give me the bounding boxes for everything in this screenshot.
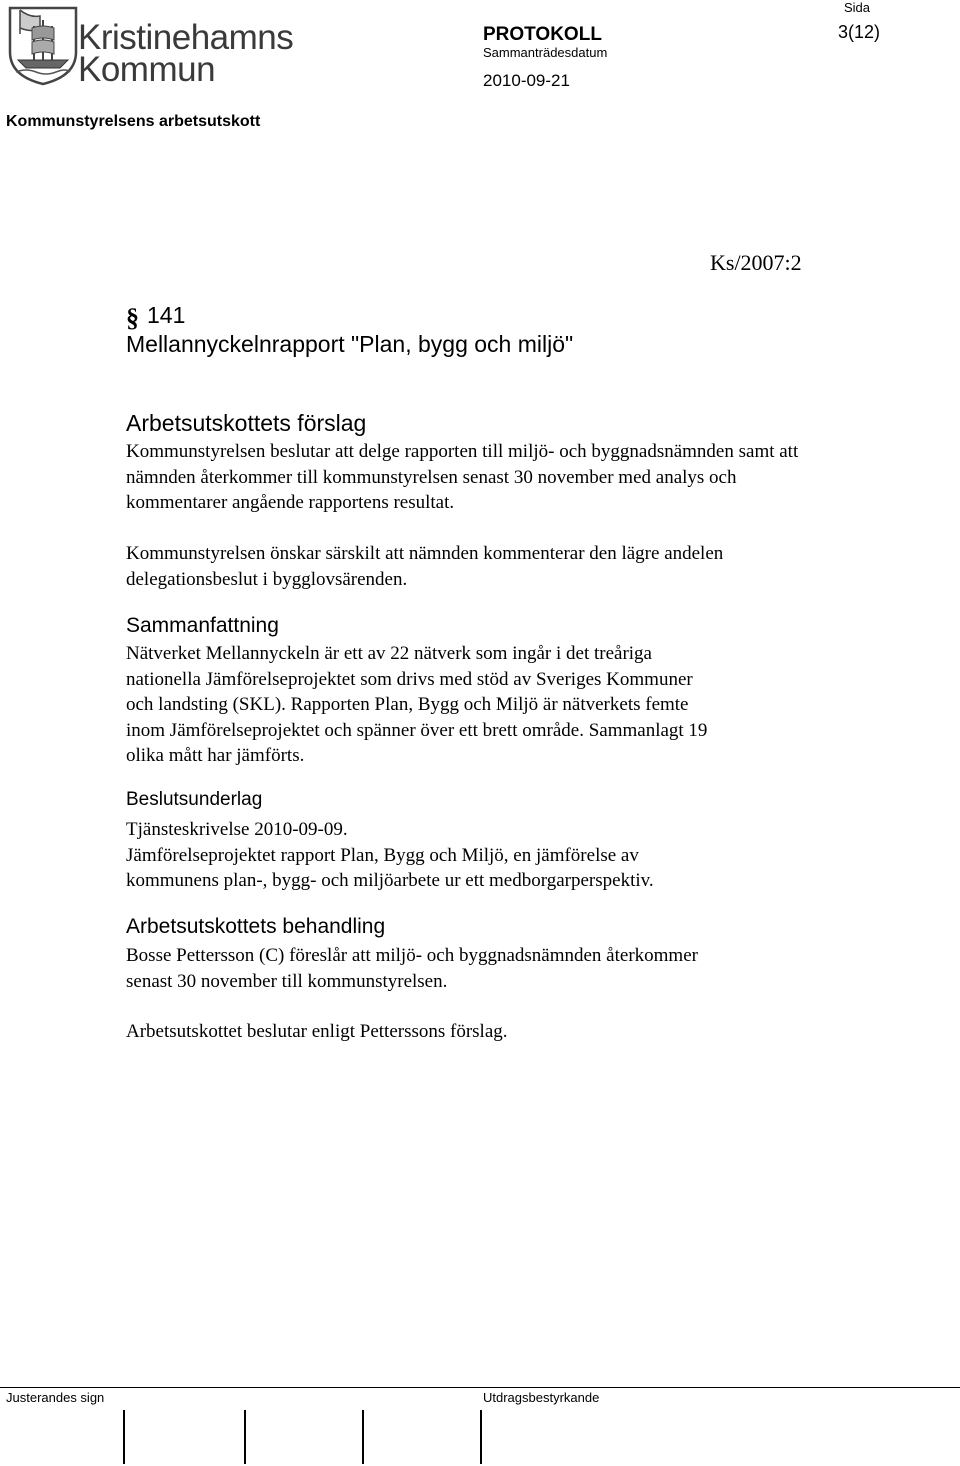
committee-name: Kommunstyrelsens arbetsutskott <box>6 113 261 130</box>
behandling-paragraph <box>126 943 926 994</box>
text-line: kommunens plan-, bygg- och miljöarbete ur ett medborgarperspektiv. <box>126 870 654 891</box>
text-line: Bosse Pettersson (C) föreslår att miljö- och byggnadsnämnden återkommer <box>126 945 698 966</box>
forslag-paragraph-1 <box>126 439 926 516</box>
section-heading-sammanfattning: Sammanfattning <box>126 614 279 637</box>
date-label: Sammanträdesdatum <box>483 45 608 60</box>
paragraph-sign: § <box>126 303 139 332</box>
text-line: delegationsbeslut i bygglovsärenden. <box>126 568 408 590</box>
text-line: inom Jämförelseprojektet och spänner över ett brett område. Sammanlagt 19 <box>126 719 708 741</box>
sammanfattning-paragraph <box>126 641 926 769</box>
text-line: Kommunstyrelsen önskar särskilt att nämnden kommenterar den lägre andelen <box>126 543 724 564</box>
meeting-date: 2010-09-21 <box>483 71 570 90</box>
signature-box-divider <box>244 1410 246 1464</box>
text-line: nämnden återkommer till kommunstyrelsen senast 30 november med analys och <box>126 466 737 488</box>
logo-wordmark-line1: Kristinehamns <box>78 18 294 57</box>
signature-box-divider <box>480 1410 482 1464</box>
text-line: kommentarer angående rapportens resultat. <box>126 492 455 513</box>
forslag-paragraph-2 <box>126 541 926 592</box>
text-line: Tjänsteskrivelse 2010-09-09. <box>126 819 348 840</box>
text-line: olika mått har jämförts. <box>126 745 305 766</box>
document-type: PROTOKOLL <box>483 24 602 45</box>
page-label: Sida <box>844 0 871 15</box>
signature-box-divider <box>362 1410 364 1464</box>
item-title: Mellannyckelnrapport "Plan, bygg och miljö" <box>126 331 574 357</box>
coat-of-arms-icon <box>6 4 80 86</box>
extract-certification-label: Utdragsbestyrkande <box>483 1390 600 1405</box>
signature-label: Justerandes sign <box>6 1390 105 1405</box>
item-number: 141 <box>147 302 186 328</box>
case-number: Ks/2007:2 <box>710 250 802 275</box>
text-line: Jämförelseprojektet rapport Plan, Bygg och Miljö, en jämförelse av <box>126 844 639 866</box>
text-line: nationella Jämförelseprojektet som drivs med stöd av Sveriges Kommuner <box>126 668 693 690</box>
decision-text <box>126 1019 926 1045</box>
section-heading-behandling: Arbetsutskottets behandling <box>126 915 386 938</box>
logo-wordmark-line2: Kommun <box>78 50 216 89</box>
text-line: Nätverket Mellannyckeln är ett av 22 nätverk som ingår i det treåriga <box>126 643 652 664</box>
text-line: Arbetsutskottet beslutar enligt Petterssons förslag. <box>126 1021 508 1042</box>
section-heading-forslag: Arbetsutskottets förslag <box>126 410 367 436</box>
footer-divider <box>0 1387 960 1388</box>
text-line: Kommunstyrelsen beslutar att delge rapporten till miljö- och byggnadsnämnden samt att <box>126 441 799 462</box>
text-line: och landsting (SKL). Rapporten Plan, Bygg och Miljö är nätverkets femte <box>126 694 689 715</box>
section-heading-beslutsunderlag: Beslutsunderlag <box>126 789 263 810</box>
page-number: 3(12) <box>838 22 881 42</box>
text-line: senast 30 november till kommunstyrelsen. <box>126 970 448 992</box>
signature-box-divider <box>123 1410 125 1464</box>
beslutsunderlag-paragraph <box>126 817 926 894</box>
